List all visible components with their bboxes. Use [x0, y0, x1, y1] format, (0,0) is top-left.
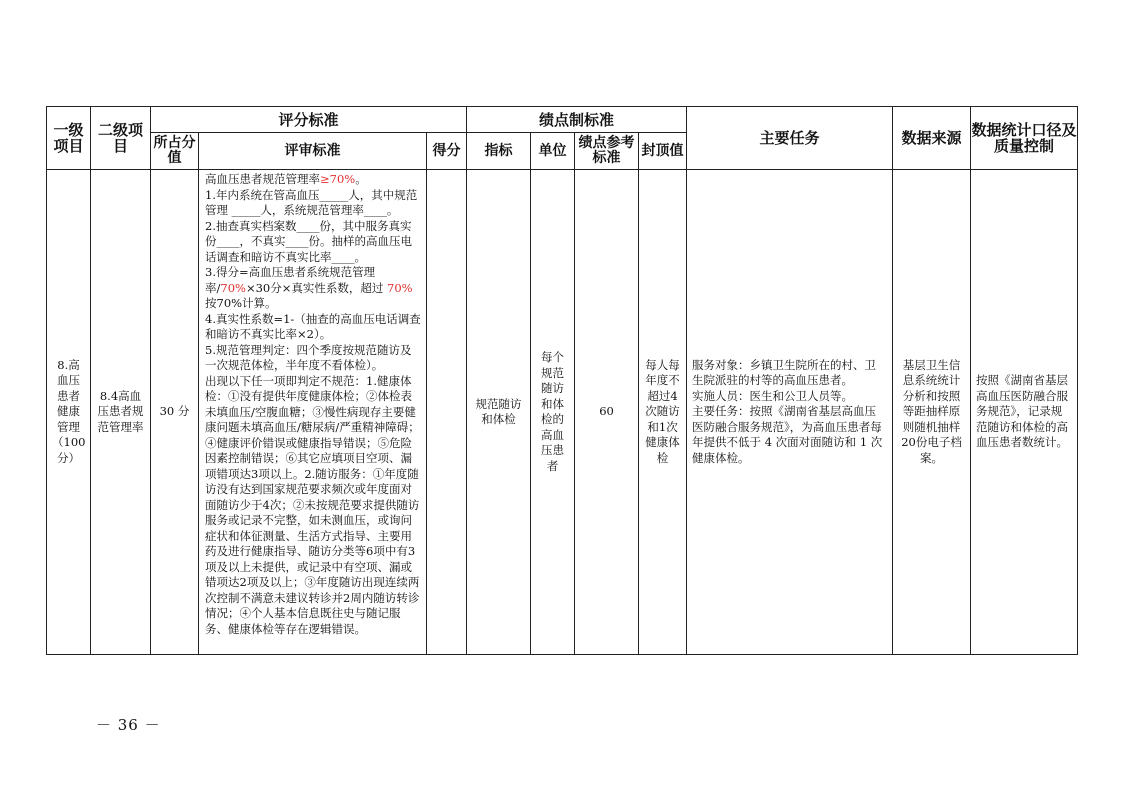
- criteria-line: [205, 343, 422, 374]
- header-reference: 绩点参考标准: [575, 133, 639, 170]
- cell-unit: 每个规范随访和体检的高血压患者: [531, 170, 575, 655]
- header-performance-group: 绩点制标准: [467, 107, 687, 133]
- criteria-text: 高血压患者规范管理率: [205, 172, 320, 186]
- cell-criteria: [199, 170, 427, 655]
- criteria-threshold: 70%: [220, 280, 246, 295]
- criteria-line: [205, 374, 422, 638]
- criteria-line: [205, 172, 422, 188]
- criteria-line: [205, 312, 422, 343]
- criteria-text: 。: [355, 172, 367, 186]
- cell-level2: 8.4高血压患者规范管理率: [91, 170, 151, 655]
- criteria-text: 4.真实性系数=1-（抽查的高血压电话调查和暗访不真实比率×2）。: [205, 311, 421, 341]
- criteria-threshold: 70%: [387, 280, 413, 295]
- header-level1: 一级项目: [47, 107, 91, 170]
- cell-data-source: 基层卫生信息系统统计分析和按照等距抽样原则随机抽样20份电子档案。: [893, 170, 971, 655]
- header-unit: 单位: [531, 133, 575, 170]
- header-data-stats: 数据统计口径及质量控制: [971, 107, 1078, 170]
- page-number: － 36 －: [96, 716, 161, 734]
- cell-data-stats: 按照《湖南省基层高血压医防融合服务规范》，记录规范随访和体检的高血压患者数统计。: [971, 170, 1078, 655]
- evaluation-table: [46, 106, 1078, 655]
- cell-level1: 8.高血压患者健康管理（100分）: [47, 170, 91, 655]
- criteria-threshold: ≥70%: [320, 172, 356, 186]
- header-score-got: 得分: [427, 133, 467, 170]
- criteria-text: 5.规范管理判定：四个季度按规范随访及一次规范体检，半年度不看体检）。: [205, 342, 412, 372]
- cell-score-got: [427, 170, 467, 655]
- cell-reference: 60: [575, 170, 639, 655]
- criteria-text: 1.年内系统在管高血压_____人，其中规范管理 _____人，系统规范管理率____。: [205, 187, 418, 217]
- criteria-text: 按70%计算。: [205, 296, 277, 310]
- cell-indicator: 规范随访和体检: [467, 170, 531, 655]
- header-scoring-group: 评分标准: [151, 107, 467, 133]
- header-level2: 二级项目: [91, 107, 151, 170]
- criteria-text: 2.抽查真实档案数____份，其中服务真实份____，不真实____份。抽样的高血压电话调查和暗访不真实比率____。: [205, 218, 412, 264]
- cell-main-task: 服务对象：乡镇卫生院所在的村、卫生院派驻的村等的高血压患者。 实施人员：医生和公卫人员等。 主要任务：按照《湖南省基层高血压医防融合服务规范》，为高血压患者每年提供不低于 4 次面对面随访和 1 次健康体检。: [687, 170, 893, 655]
- header-cap: 封顶值: [639, 133, 687, 170]
- criteria-text: 3.得分=高血压患者系统规范管理率/: [205, 265, 376, 295]
- criteria-line: [205, 265, 422, 312]
- header-score-points: 所占分值: [151, 133, 199, 170]
- header-data-source: 数据来源: [893, 107, 971, 170]
- criteria-text: 出现以下任一项即判定不规范：1.健康体检：①没有提供年度健康体检；②体检表未填血压/空腹血糖；③慢性病现存主要健康问题未填高血压/糖尿病/严重精神障碍；④健康评价错误或健康指导错误；⑤危险因素控制错误；⑥其它应填项目空项、漏项错项达3项以上。2.随访服务：①年度随访没有达到国家规范要求频次或年度面对面随访少于4次；②未按规范要求提供随访服务或记录不完整，如未测血压，或询问症状和体征测量、生活方式指导、主要用药及进行健康指导、随访分类等6项中有3项及以上未提供，或记录中有空项、漏或错项达2项及以上；③年度随访出现连续两次控制不满意未建议转诊并2周内随访转诊情况；④个人基本信息既往史与随记服务、健康体检等存在逻辑错误。: [205, 373, 420, 636]
- criteria-line: [205, 188, 422, 219]
- cell-points: 30 分: [151, 170, 199, 655]
- criteria-line: [205, 219, 422, 266]
- header-indicator: 指标: [467, 133, 531, 170]
- header-main-task: 主要任务: [687, 107, 893, 170]
- cell-cap: 每人每年度不超过4次随访和1次健康体检: [639, 170, 687, 655]
- header-criteria: 评审标准: [199, 133, 427, 170]
- criteria-text: ×30分×真实性系数，超过: [245, 280, 387, 295]
